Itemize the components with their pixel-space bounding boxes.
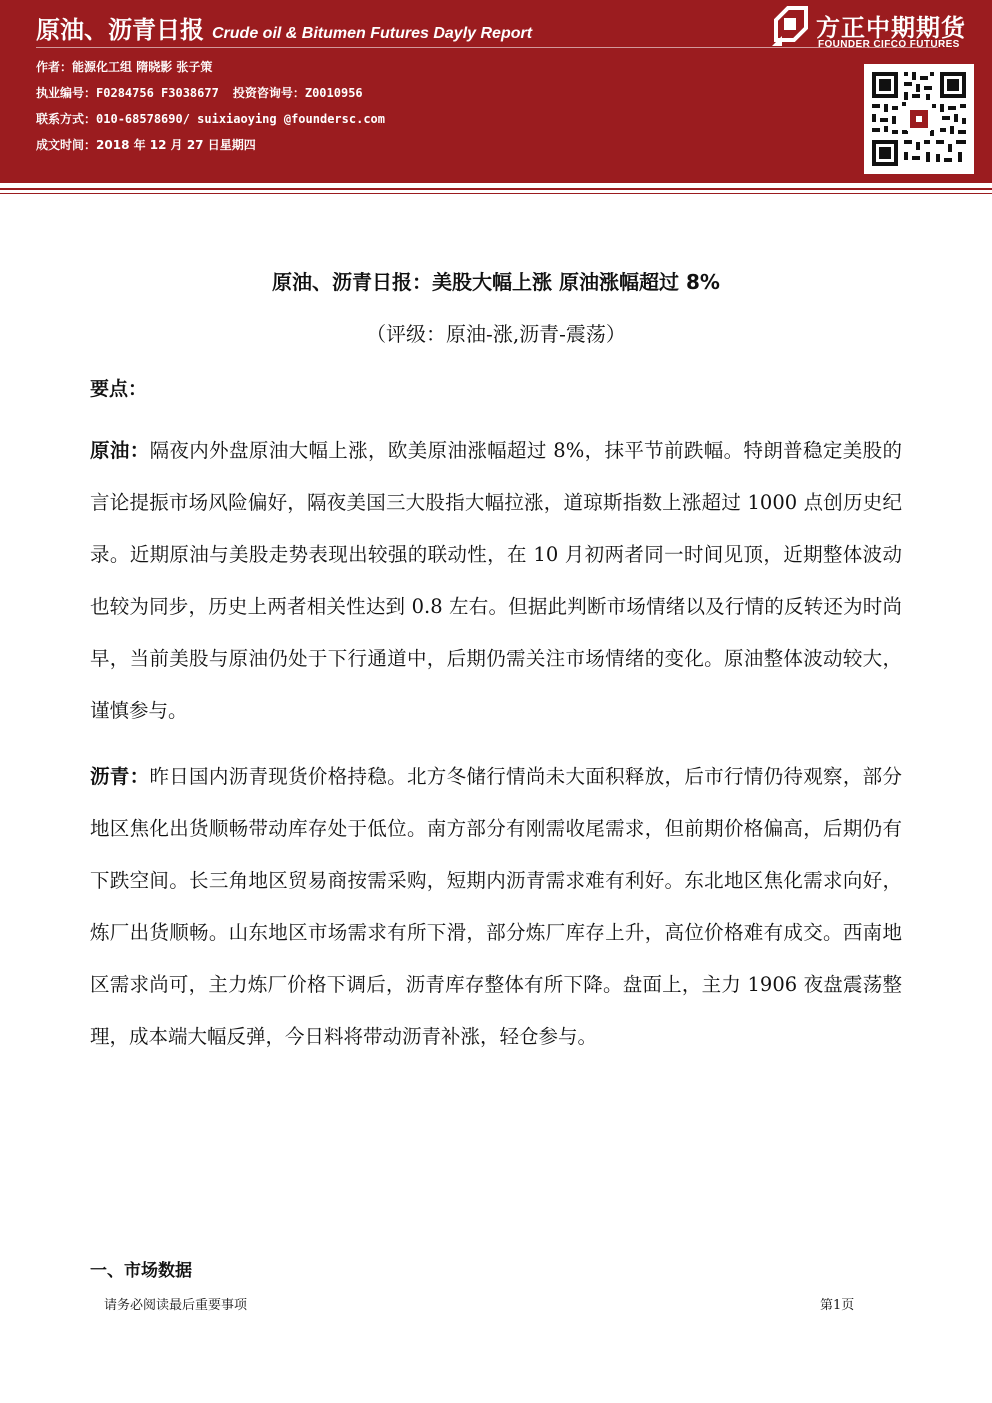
logo-text-en: FOUNDER CIFCO FUTURES	[818, 39, 960, 50]
authors-label: 作者：	[36, 60, 73, 74]
authors: 能源化工组 隋晓影 张子策	[72, 60, 213, 74]
company-logo	[770, 6, 970, 54]
report-title: 原油、沥青日报：美股大幅上涨 原油涨幅超过 8%	[272, 270, 720, 294]
license-label: 执业编号：	[36, 86, 97, 100]
logo-mark-icon	[770, 6, 808, 48]
page-number: 第1页	[820, 1298, 855, 1313]
crude-oil-paragraph	[90, 425, 902, 737]
date-label: 成文时间：	[36, 138, 97, 152]
section-heading: 一、市场数据	[90, 1261, 192, 1281]
bitumen-paragraph	[90, 751, 902, 1063]
keypoints-label: 要点：	[90, 378, 148, 400]
header-divider-thin	[0, 193, 992, 194]
header-title-en: Crude oil & Bitumen Futures Dayly Report	[212, 25, 533, 42]
header-divider	[0, 188, 992, 190]
qr-code-icon	[864, 64, 974, 174]
footer-notice: 请务必阅读最后重要事项	[104, 1298, 248, 1313]
header-title-cn: 原油、沥青日报	[36, 16, 204, 44]
consult-number: Z0010956	[304, 86, 363, 100]
contact-info: 010-68578690/ suixiaoying @foundersc.com	[96, 112, 385, 126]
report-date: 2018 年 12 月 27 日星期四	[96, 138, 256, 152]
bitumen-lead: 沥青：	[90, 765, 150, 788]
consult-label: 投资咨询号：	[232, 86, 305, 100]
crude-oil-text: 隔夜内外盘原油大幅上涨，欧美原油涨幅超过 8%，抹平节前跌幅。特朗普稳定美股的言论提振市场风险偏好，隔夜美国三大股指大幅拉涨，道琼斯指数上涨超过 1000 点创历史纪录。近期原油与美股走势表现出较强的联动性，在 10 月初两者同一时间见顶，近期整体波动也较为同步，历史上两者相关性达到 0.8 左右。但据此判断市场情绪以及行情的反转还为时尚早，当前美股与原油仍处于下行通道中，后期仍需关注市场情绪的变化。原油整体波动较大，谨慎参与。	[90, 439, 902, 722]
date-line	[36, 136, 256, 153]
license-number: F0284756 F3038677	[96, 86, 219, 100]
contact-line	[36, 110, 385, 127]
report-header	[0, 0, 992, 183]
header-title	[36, 10, 532, 46]
authors-line	[36, 58, 212, 75]
logo-text-cn: 方正中期期货	[816, 14, 966, 42]
license-line	[36, 84, 363, 101]
bitumen-text: 昨日国内沥青现货价格持稳。北方冬储行情尚未大面积释放，后市行情仍待观察，部分地区焦化出货顺畅带动库存处于低位。南方部分有刚需收尾需求，但前期价格偏高，后期仍有下跌空间。长三角地区贸易商按需采购，短期内沥青需求难有利好。东北地区焦化需求向好，炼厂出货顺畅。山东地区市场需求有所下滑，部分炼厂库存上升，高位价格难有成交。西南地区需求尚可，主力炼厂价格下调后，沥青库存整体有所下降。盘面上，主力 1906 夜盘震荡整理，成本端大幅反弹，今日料将带动沥青补涨，轻仓参与。	[90, 765, 902, 1048]
crude-oil-lead: 原油：	[90, 439, 150, 462]
contact-label: 联系方式：	[36, 112, 97, 126]
report-rating: （评级：原油-涨,沥青-震荡）	[366, 322, 626, 346]
